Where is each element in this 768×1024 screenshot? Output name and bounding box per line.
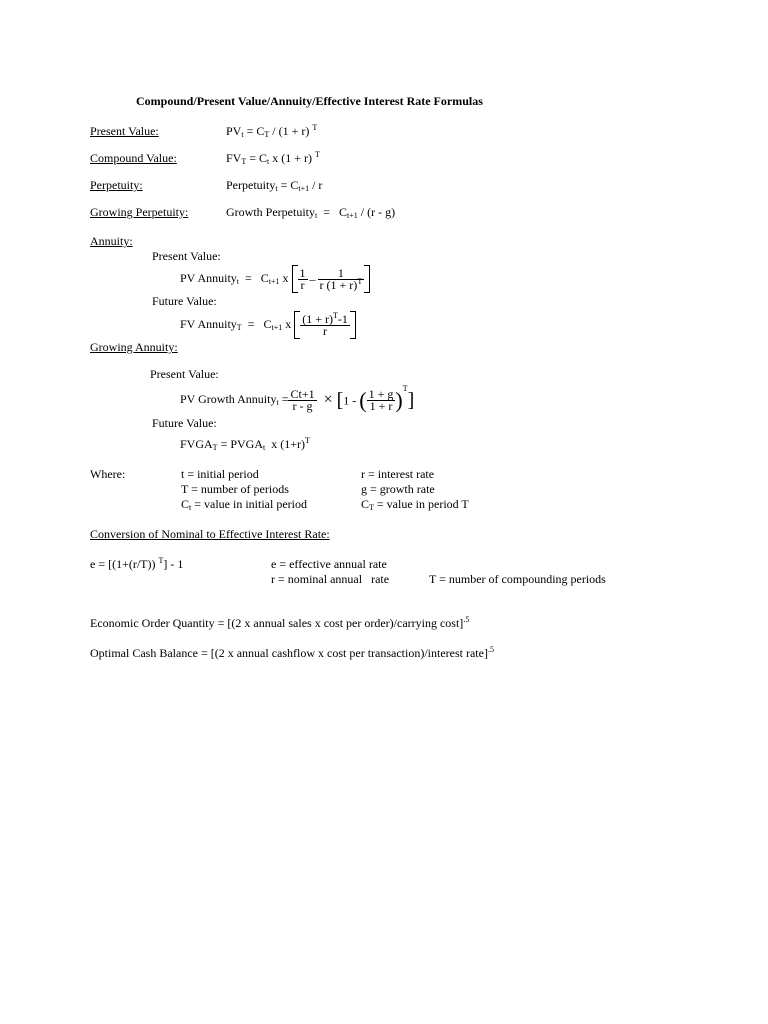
annuity-label: Annuity:	[90, 234, 133, 248]
conversion-formula: e = [(1+(r/T)) $^T$] - 1	[90, 556, 184, 571]
conversion-def: r = nominal annual rate	[271, 572, 390, 586]
conversion-def: e = effective annual rate	[271, 557, 387, 571]
page-title: Compound/Present Value/Annuity/Effective Interest Rate Formulas	[136, 94, 483, 108]
compound-value-formula: $FV_T = C_t$ x (1 + r) $^T$	[226, 150, 320, 166]
where-label: Where:	[90, 467, 126, 481]
where-def: $C_T$ = value in period T	[361, 497, 469, 512]
growing-annuity-fv-label: Future Value:	[152, 416, 217, 430]
growing-annuity-pv-label: Present Value:	[150, 367, 219, 381]
where-def: g = growth rate	[361, 482, 435, 496]
conversion-def: T = number of compounding periods	[429, 572, 606, 586]
fraction: $\frac{1}{r}$	[299, 265, 306, 292]
growing-perpetuity-label: Growing Perpetuity:	[90, 205, 189, 219]
growing-annuity-fv-formula: $FVGA_T$ = $PVGA_t$ x $(1+r)^T$	[180, 436, 310, 452]
perpetuity-label: Perpetuity:	[90, 178, 143, 192]
growing-annuity-label: Growing Annuity:	[90, 340, 178, 354]
conversion-label: Conversion of Nominal to Effective Interest Rate:	[90, 527, 330, 541]
fraction: $\frac{Ct+1}{r - g}$	[290, 386, 315, 413]
eoq-formula: Economic Order Quantity = [(2 x annual sales x cost per order)/carrying cost]$^{.5}$	[90, 615, 470, 630]
fraction: $\frac{1 + g}{1 + r}$	[368, 386, 394, 413]
where-def: t = initial period	[181, 467, 259, 481]
fraction: $\frac{(1 + r)^T-1}{r}$	[302, 310, 348, 338]
right-bracket	[350, 311, 356, 339]
annuity-fv-label: Future Value:	[152, 294, 217, 308]
fraction: $\frac{1}{r (1 + r)^T}$	[319, 265, 363, 292]
growing-annuity-pv-formula: PV Growth Annuity$_t$ = $\frac{Ct+1}{r - g}$ × [1 - ( $\frac{1 + g}{1 + r}$ )$^T$]	[180, 384, 415, 413]
present-value-label: Present Value:	[90, 124, 159, 138]
growing-perpetuity-formula: Growth Perpetuity$_t$ = $C_{t+1} / (r - g)$	[226, 205, 396, 220]
where-def: r = interest rate	[361, 467, 435, 481]
where-def: $C_t$ = value in initial period	[181, 497, 307, 512]
present-value-formula: $PV_t = C_T / (1 + r)$ $^T$	[226, 123, 318, 139]
annuity-fv-formula: FV Annuity$_T$ = $C_{t+1}$ x $\frac{(1 + r)^T-1}{r}$	[180, 310, 356, 339]
right-bracket	[364, 265, 370, 293]
annuity-pv-label: Present Value:	[152, 249, 221, 263]
perpetuity-formula: Perpetuity$_t$ = $C_{t+1}$ / r	[226, 178, 323, 193]
compound-value-label: Compound Value:	[90, 151, 177, 165]
ocb-formula: Optimal Cash Balance = [(2 x annual cashflow x cost per transaction)/interest rate]$^{.5}$	[90, 645, 494, 660]
annuity-pv-formula: PV Annuity$_t$ = $C_{t+1}$ x $\frac{1}{r}$ – $\frac{1}{r (1 + r)^T}$	[180, 264, 370, 293]
where-def: T = number of periods	[181, 482, 289, 496]
